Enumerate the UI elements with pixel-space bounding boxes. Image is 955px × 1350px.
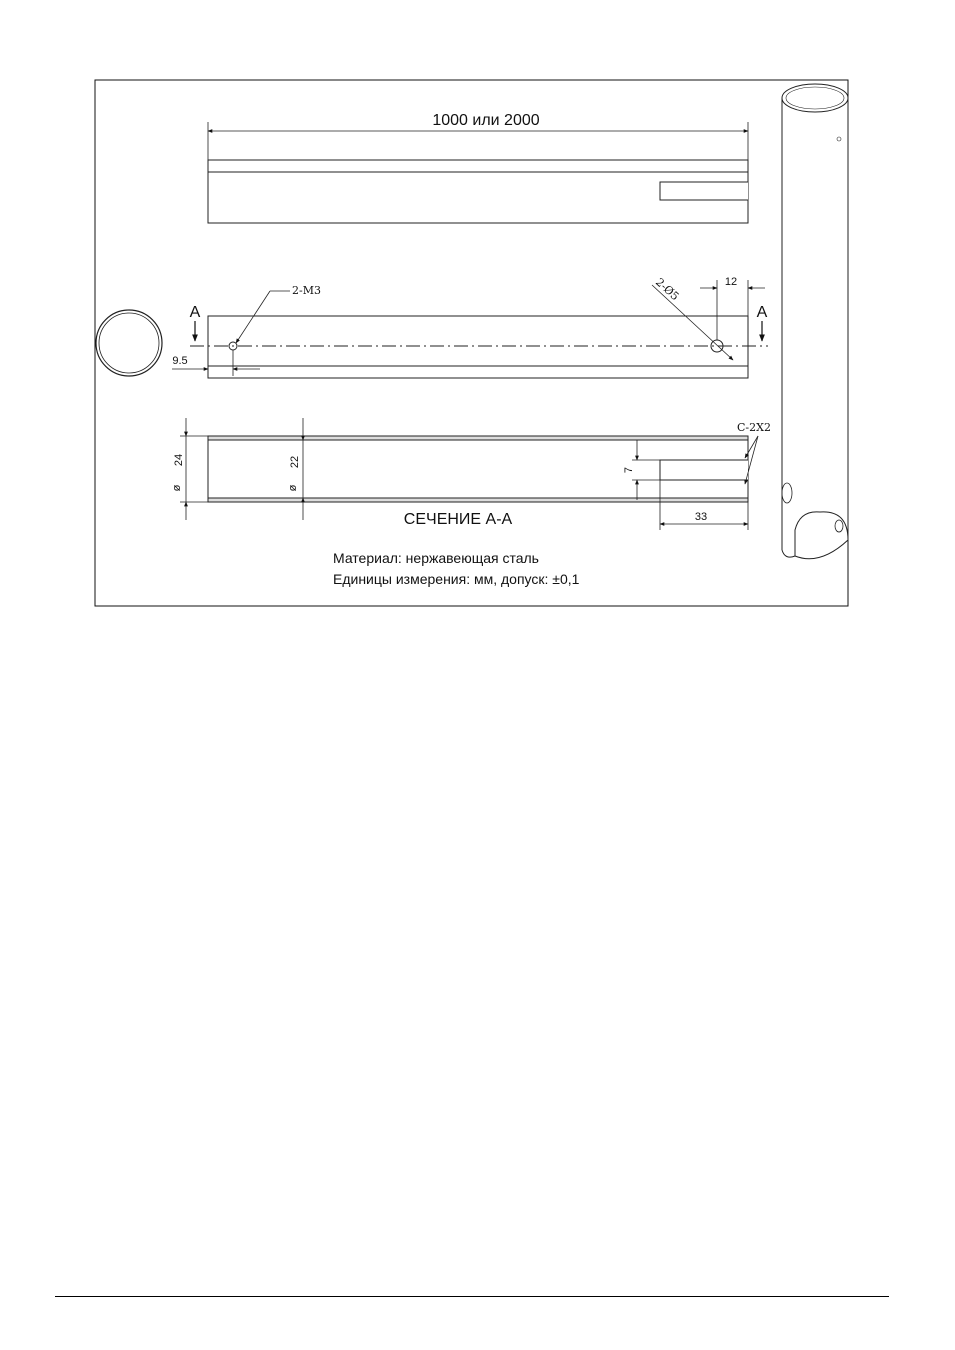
hole-leader	[652, 285, 733, 360]
footer-divider	[55, 1296, 889, 1297]
diameter-symbol-inner: ø	[287, 484, 299, 492]
edge-dimension-label: 12	[724, 276, 738, 288]
outer-diameter-dimension	[180, 418, 208, 520]
tube-end-view	[96, 310, 162, 376]
offset-dimension-label: 9.5	[172, 355, 188, 367]
section-marker-left	[190, 304, 201, 341]
svg-text:A: A	[756, 304, 768, 321]
chamfer-label: C-2X2	[737, 421, 771, 434]
length-label: 1000 или 2000	[432, 112, 540, 129]
slot-width-label: 7	[623, 466, 635, 474]
material-note: Материал: нержавеющая сталь	[333, 550, 539, 566]
thread-leader	[236, 291, 290, 343]
svg-text:A: A	[189, 304, 201, 321]
slot-width-dimension	[632, 440, 660, 500]
pipe-3d-view	[782, 84, 848, 559]
section-marker-right	[757, 304, 768, 341]
top-view	[208, 160, 748, 223]
outer-diameter-label: 24	[173, 453, 185, 467]
units-note: Единицы измерения: мм, допуск: ±0,1	[333, 571, 580, 587]
inner-diameter-label: 22	[289, 455, 301, 469]
slot-length-label: 33	[694, 511, 708, 523]
diameter-symbol-outer: ø	[171, 484, 183, 492]
section-title: СЕЧЕНИЕ А-А	[403, 511, 513, 528]
middle-view	[190, 316, 768, 378]
thread-label: 2-M3	[292, 284, 321, 297]
hole-label: 2-Ø5	[652, 275, 682, 304]
edge-dimension	[700, 280, 765, 340]
